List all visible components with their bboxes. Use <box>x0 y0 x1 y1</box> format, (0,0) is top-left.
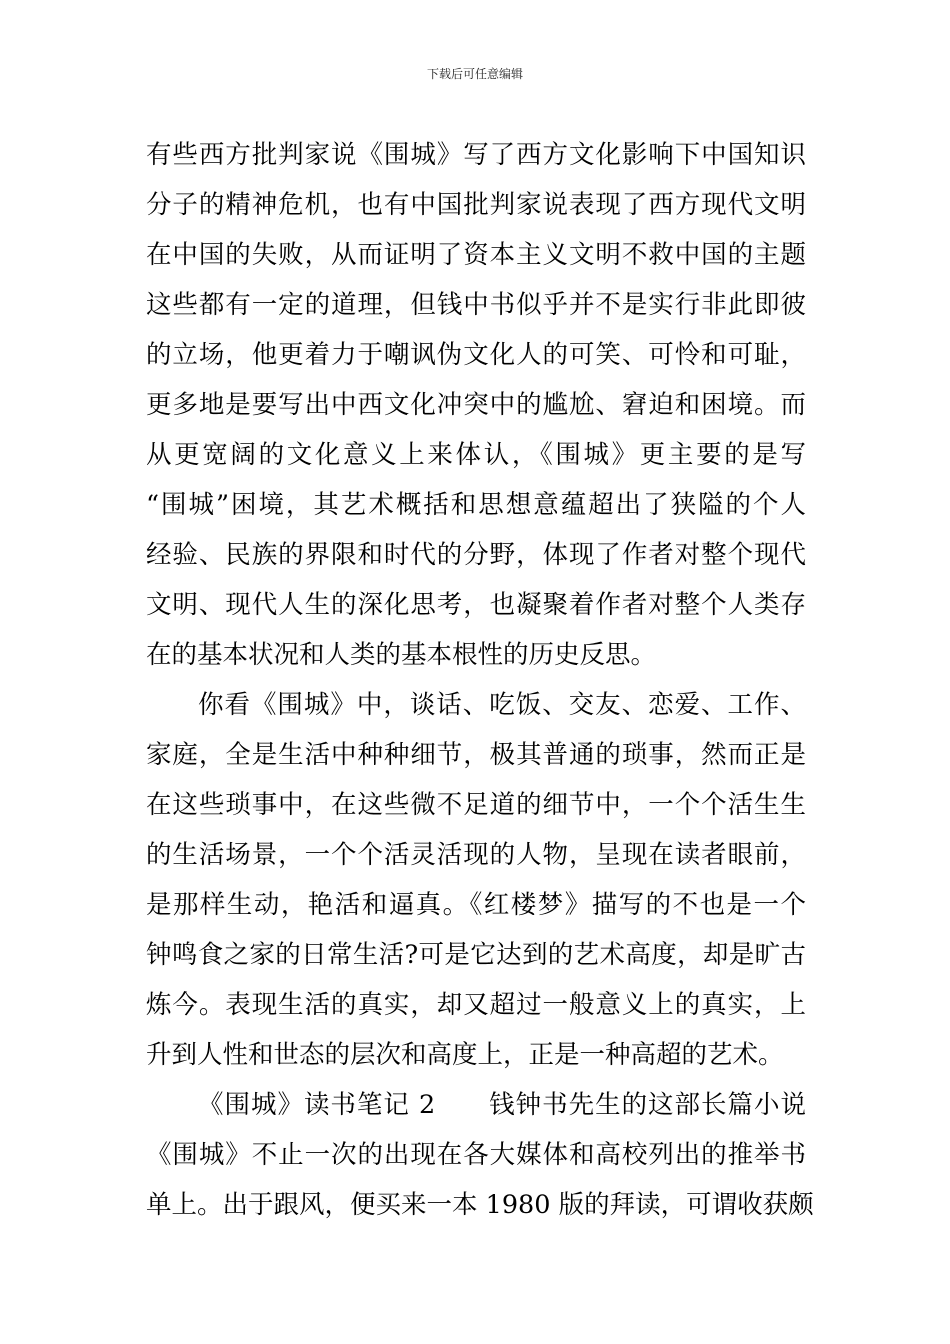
text-line: 升到人性和世态的层次和高度上，正是一种高超的艺术。 <box>146 1040 784 1070</box>
text-line: 有些西方批判家说《围城》写了西方文化影响下中国知识 <box>146 140 806 170</box>
text-line: 更多地是要写出中西文化冲突中的尴尬、窘迫和困境。而 <box>146 390 806 420</box>
text-line: 文明、现代人生的深化思考，也凝聚着作者对整个人类存 <box>146 590 806 620</box>
text-line: 在的基本状况和人类的基本根性的历史反思。 <box>146 640 657 670</box>
text-line: 《围城》不止一次的出现在各大媒体和高校列出的推举书 <box>146 1140 806 1170</box>
text-line: 的立场，他更着力于嘲讽伪文化人的可笑、可怜和可耻， <box>146 340 806 370</box>
text-line: 分子的精神危机，也有中国批判家说表现了西方现代文明 <box>146 190 806 220</box>
text-line: 的生活场景，一个个活灵活现的人物，呈现在读者眼前， <box>146 840 806 870</box>
text-line: 家庭，全是生活中种种细节，极其普通的琐事，然而正是 <box>146 740 806 770</box>
text-line: 炼今。表现生活的真实，却又超过一般意义上的真实，上 <box>146 990 806 1020</box>
document-body <box>146 130 814 1230</box>
text-line: 在中国的失败，从而证明了资本主义文明不救中国的主题 <box>146 240 806 270</box>
page-header: 下载后可任意编辑 <box>426 67 523 81</box>
text-line: 单上。出于跟风，便买来一本 1980 版的拜读，可谓收获颇 <box>146 1190 814 1220</box>
text-line: 在这些琐事中，在这些微不足道的细节中，一个个活生生 <box>146 790 806 820</box>
text-line: 经验、民族的界限和时代的分野，体现了作者对整个现代 <box>146 540 806 570</box>
text-line: 是那样生动，艳活和逼真。《红楼梦》描写的不也是一个 <box>146 890 806 920</box>
paragraph-start-line: 你看《围城》中，谈话、吃饭、交友、恋爱、工作、 <box>198 690 806 720</box>
text-line: “围城”困境，其艺术概括和思想意蕴超出了狭隘的个人 <box>146 490 806 520</box>
text-line: 这些都有一定的道理，但钱中书似乎并不是实行非此即彼 <box>146 290 806 320</box>
text-line: 从更宽阔的文化意义上来体认，《围城》更主要的是写 <box>146 440 806 470</box>
text-line: 钟鸣食之家的日常生活?可是它达到的艺术高度，却是旷古 <box>146 940 806 970</box>
section-heading-line: 《围城》读书笔记 2 钱钟书先生的这部长篇小说 <box>198 1090 806 1120</box>
